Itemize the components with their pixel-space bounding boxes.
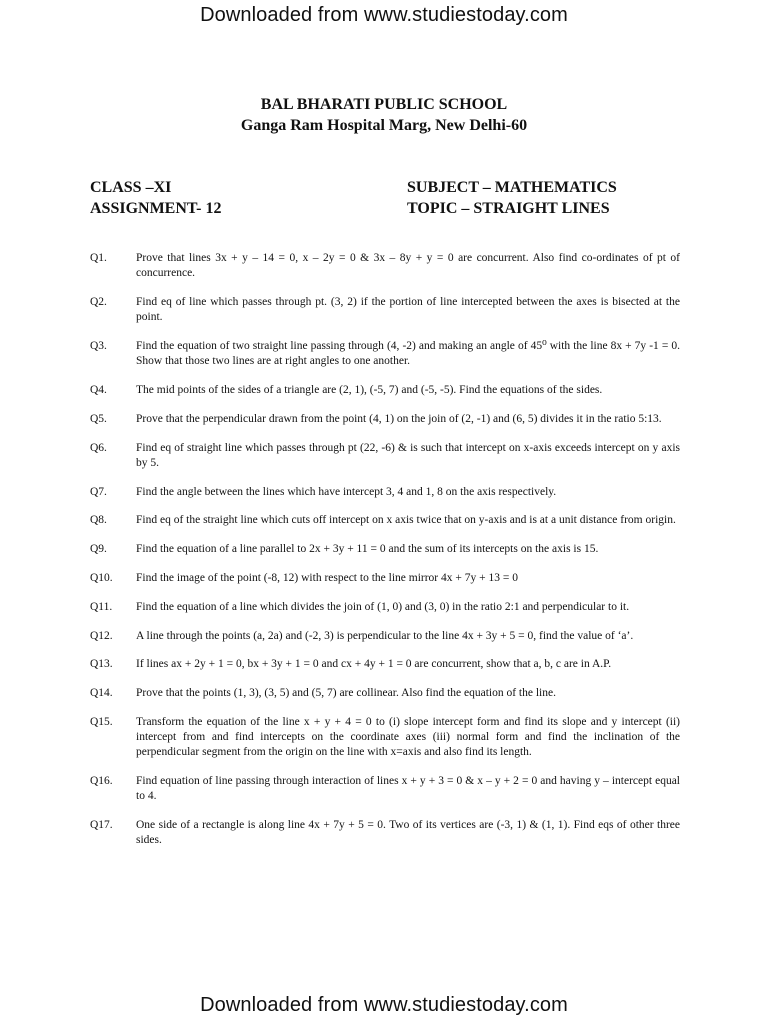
question-item — [90, 600, 680, 615]
question-number: Q17. — [90, 819, 113, 832]
question-item — [90, 542, 680, 557]
question-number: Q14. — [90, 687, 113, 700]
question-item — [90, 629, 680, 644]
question-number: Q9. — [90, 543, 107, 556]
question-item — [90, 513, 680, 528]
class-label: CLASS –XI — [90, 179, 172, 196]
question-text: Prove that the points (1, 3), (3, 5) and (5, 7) are collinear. Also find the equation of the line. — [136, 687, 556, 700]
question-text: Find eq of line which passes through pt. (3, 2) if the portion of line intercepted between the axes is bisected at the point. — [136, 296, 680, 324]
download-banner-bottom: Downloaded from www.studiestoday.com — [200, 994, 568, 1016]
question-text: One side of a rectangle is along line 4x + 7y + 5 = 0. Two of its vertices are (-3, 1) & (1, 1). Find eqs of other three sides. — [136, 819, 680, 847]
subject-label: SUBJECT – MATHEMATICS — [407, 179, 617, 196]
question-item — [90, 485, 680, 500]
topic-label: TOPIC – STRAIGHT LINES — [407, 200, 610, 217]
question-text: If lines ax + 2y + 1 = 0, bx + 3y + 1 = 0 and cx + 4y + 1 = 0 are concurrent, show that a, b, c are in A.P. — [136, 658, 612, 671]
question-item — [90, 441, 680, 471]
question-text: Find the equation of a line which divides the join of (1, 0) and (3, 0) in the ratio 2:1 and perpendicular to it. — [136, 600, 630, 613]
question-text: Find the equation of two straight line passing through (4, -2) and making an angle of 45⁰ with the line 8x + 7y -1 = 0. Show that those two lines are at right angles to one another. — [136, 340, 680, 368]
question-number: Q11. — [90, 600, 113, 613]
question-item — [90, 412, 680, 427]
question-item — [90, 295, 680, 325]
question-text: Find the equation of a line parallel to 2x + 3y + 11 = 0 and the sum of its intercepts on the axis is 15. — [136, 543, 599, 556]
question-number: Q7. — [90, 485, 107, 498]
question-text: Find eq of straight line which passes through pt (22, -6) & is such that intercept on x-axis exceeds intercept on y axis by 5. — [136, 441, 680, 469]
question-number: Q8. — [90, 514, 107, 527]
question-number: Q3. — [90, 340, 107, 352]
question-text: Find eq of the straight line which cuts off intercept on x axis twice that on y-axis and is at a unit distance from origin. — [136, 514, 676, 527]
question-text: The mid points of the sides of a triangle are (2, 1), (-5, 7) and (-5, -5). Find the equations of the sides. — [136, 384, 603, 396]
question-text: Find the angle between the lines which have intercept 3, 4 and 1, 8 on the axis respectively. — [136, 485, 557, 498]
question-number: Q15. — [90, 715, 113, 728]
school-address: Ganga Ram Hospital Marg, New Delhi-60 — [240, 117, 528, 134]
question-item — [90, 571, 680, 586]
question-number: Q12. — [90, 629, 113, 642]
question-number: Q4. — [90, 384, 107, 396]
assignment-label: ASSIGNMENT- 12 — [90, 200, 222, 217]
question-text: Find the image of the point (-8, 12) with respect to the line mirror 4x + 7y + 13 = 0 — [136, 571, 518, 584]
question-item — [90, 715, 680, 761]
question-text: Find equation of line passing through interaction of lines x + y + 3 = 0 & x – y + 2 = 0 and having y – intercept equal to 4. — [136, 775, 680, 803]
question-number: Q1. — [90, 252, 107, 264]
question-item — [90, 774, 680, 804]
question-item — [90, 251, 680, 281]
question-item — [90, 818, 680, 848]
question-text: A line through the points (a, 2a) and (-2, 3) is perpendicular to the line 4x + 3y + 5 = 0, find the value of ‘a’. — [136, 629, 634, 642]
question-item — [90, 657, 680, 672]
question-number: Q2. — [90, 296, 107, 308]
question-text: Transform the equation of the line x + y + 4 = 0 to (i) slope intercept form and find its slope and y intercept (ii) intercept from and find intercepts on the coordinate axes (iii) normal form and find the inclination of the perpendicular segment from the origin on the line with x=axis and also find its length. — [136, 715, 680, 759]
question-text: Prove that lines 3x + y – 14 = 0, x – 2y = 0 & 3x – 8y + y = 0 are concurrent. Also find co-ordinates of pt of concurrence. — [136, 252, 680, 280]
question-text: Prove that the perpendicular drawn from the point (4, 1) on the join of (2, -1) and (6, 5) divides it in the ratio 5:13. — [136, 412, 662, 425]
download-banner-top: Downloaded from www.studiestoday.com — [200, 4, 568, 26]
question-number: Q16. — [90, 775, 113, 788]
question-item — [90, 686, 680, 701]
question-item — [90, 339, 680, 369]
school-name: BAL BHARATI PUBLIC SCHOOL — [260, 96, 508, 113]
question-item — [90, 383, 680, 398]
question-number: Q10. — [90, 571, 113, 584]
question-number: Q5. — [90, 412, 107, 425]
question-list — [90, 251, 680, 862]
question-number: Q6. — [90, 441, 107, 454]
question-number: Q13. — [90, 658, 113, 671]
